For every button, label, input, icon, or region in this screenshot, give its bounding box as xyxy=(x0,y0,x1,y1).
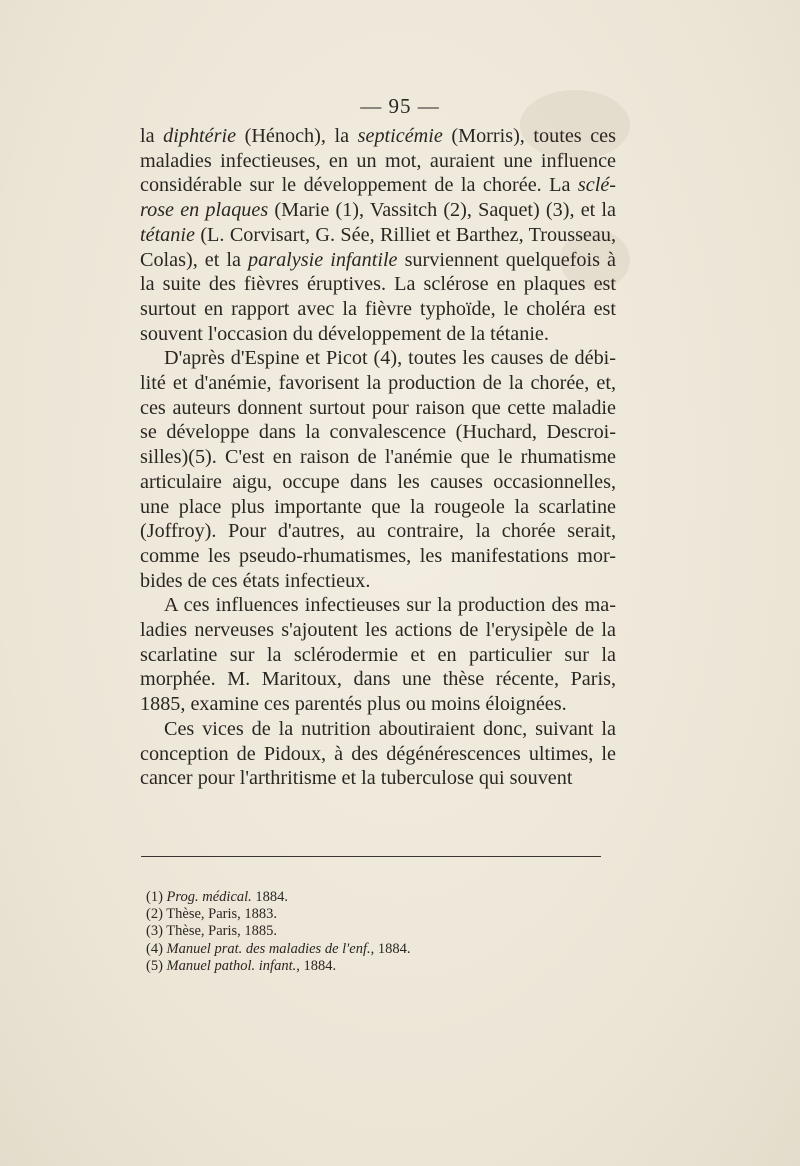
text-run: (L. Corvisart, G. Sée, Rilliet et Barthez, Trousseau, Colas), et la xyxy=(140,223,616,271)
italic-text: sclé-rose en plaques xyxy=(140,174,616,222)
paragraph xyxy=(140,346,616,593)
footnote xyxy=(146,923,566,940)
italic-text: Prog. médical. xyxy=(166,889,252,905)
footnote xyxy=(146,941,566,958)
page-number: — 95 — xyxy=(360,94,440,118)
italic-text: diphtérie xyxy=(163,125,237,147)
text-run: D'après d'Espine et Picot (4), toutes les causes de débi-lité et d'anémie, favorisent la production de la chorée, et, ces auteurs donnent surtout pour raison que cette maladie se développe dans la convalescence (Huchard, Descroi-silles)(5). C'est en raison de l'anémie que le rhumatisme articulaire aigu, occupe dans les causes occasionnelles, une place plus importante que la rougeole la scarlatine (Joffroy). Pour d'autres, au contraire, la chorée serait, comme les pseudo-rhumatismes, les manifestations mor-bides de ces états infectieux. xyxy=(140,347,616,592)
footnote-mark: (4) xyxy=(146,940,163,957)
footnote xyxy=(146,889,566,906)
text-run: la xyxy=(140,125,164,147)
footnote xyxy=(146,906,566,923)
italic-text: paralysie infantile xyxy=(248,248,398,271)
text-run: (Morris), toutes ces maladies infectieuses, en un mot, auraient une influence considérable sur le développement de la chorée. La xyxy=(140,125,616,197)
footnote-mark: (1) xyxy=(146,889,163,905)
main-text xyxy=(140,124,616,791)
italic-text: Manuel prat. des maladies de l'enf. xyxy=(166,940,371,957)
footnote-rule xyxy=(141,856,601,857)
text-run: , 1884. xyxy=(296,957,337,974)
italic-text: septicémie xyxy=(357,125,443,147)
text-run: (Marie (1), Vassitch (2), Saquet) (3), et la xyxy=(268,199,616,222)
text-run: (Hénoch), la xyxy=(236,125,358,147)
text-run: surviennent quelquefois à la suite des fièvres éruptives. La sclérose en plaques est surtout en rapport avec la fièvre typhoïde, le choléra est souvent l'occasion du développement de la tétanie. xyxy=(140,248,616,345)
footnotes xyxy=(146,889,566,975)
footnote-mark: (3) xyxy=(146,923,163,940)
text-run: Thèse, Paris, 1883. xyxy=(166,906,278,923)
text-run: , 1884. xyxy=(370,940,411,957)
italic-text: tétanie xyxy=(140,223,195,246)
paragraph xyxy=(140,593,616,717)
paragraph xyxy=(140,124,616,346)
footnote-mark: (5) xyxy=(146,957,163,974)
text-run: Thèse, Paris, 1885. xyxy=(166,923,278,940)
text-run: Ces vices de la nutrition aboutiraient donc, suivant la conception de Pidoux, à des dégénérescences ultimes, le cancer pour l'arthritisme et la tuberculose qui souvent xyxy=(140,717,616,790)
text-run: A ces influences infectieuses sur la production des ma-ladies nerveuses s'ajoutent les actions de l'erysipèle de la scarlatine sur la sclérodermie et en particulier sur la morphée. M. Maritoux, dans une thèse récente, Paris, 1885, examine ces parentés plus ou moins éloignées. xyxy=(140,594,616,716)
paragraph xyxy=(140,717,616,791)
footnote-mark: (2) xyxy=(146,906,163,923)
footnote xyxy=(146,958,566,975)
text-run: 1884. xyxy=(251,889,289,905)
italic-text: Manuel pathol. infant. xyxy=(166,957,297,974)
